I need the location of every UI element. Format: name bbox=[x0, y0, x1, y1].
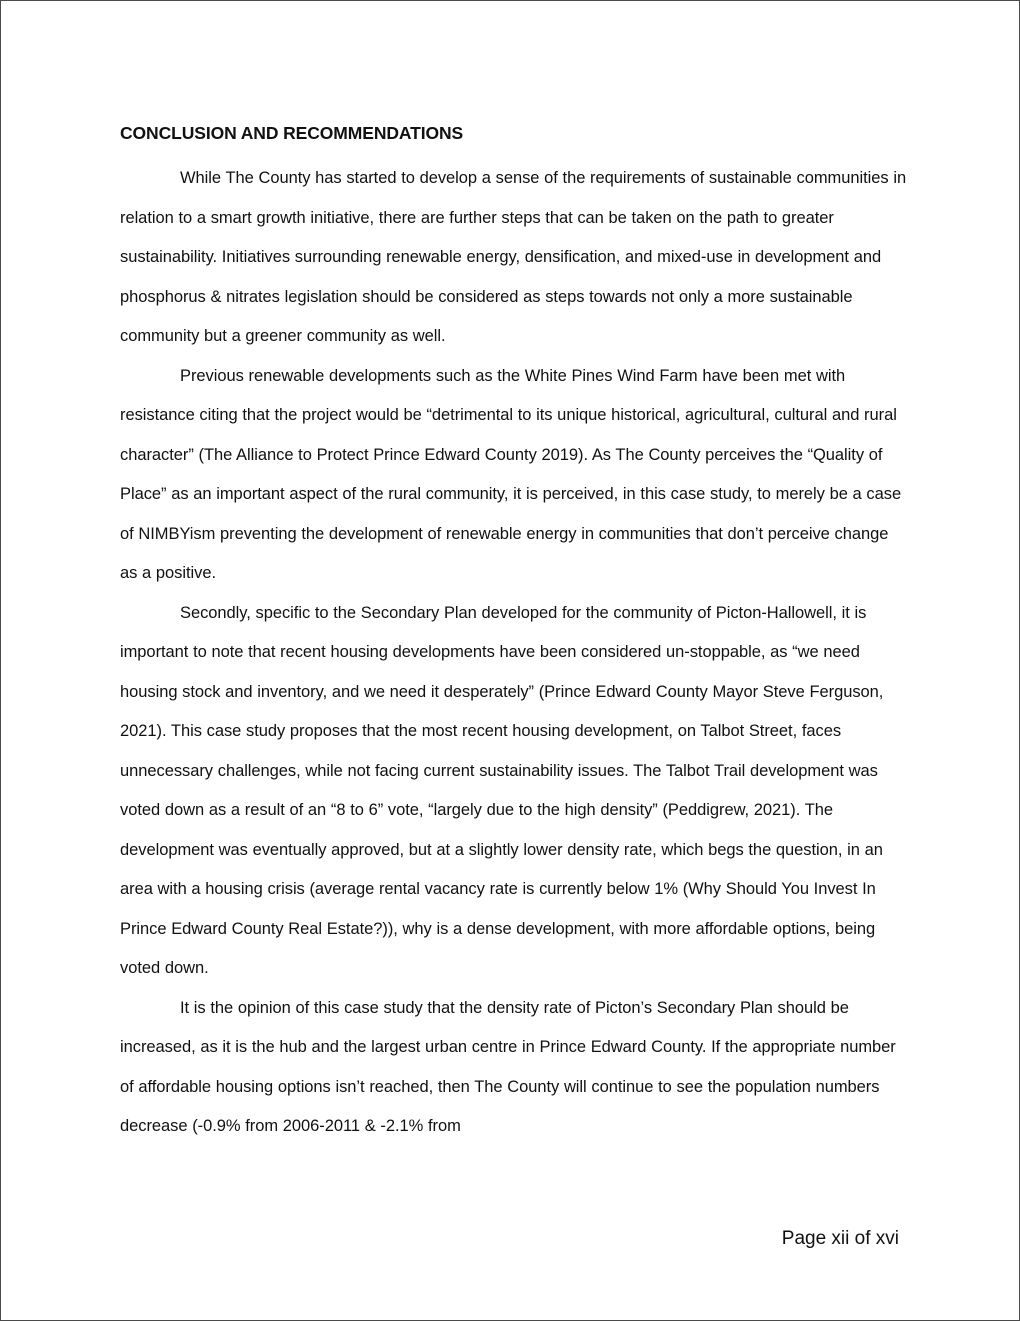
body-text bbox=[120, 159, 910, 1147]
paragraph-2: Previous renewable developments such as the White Pines Wind Farm have been met with resistance citing that the project would be “detrimental to its unique historical, agricultural, cultural and rural character” (The Alliance to Protect Prince Edward County 2019). As The County perceives the “Quality of Place” as an important aspect of the rural community, it is perceived, in this case study, to merely be a case of NIMBYism preventing the development of renewable energy in communities that don’t perceive change as a positive. bbox=[120, 366, 902, 582]
paragraph-1: While The County has started to develop a sense of the requirements of sustainable communities in relation to a smart growth initiative, there are further steps that can be taken on the path to greater sustainability. Initiatives surrounding renewable energy, densification, and mixed-use in development and phosphorus & nitrates legislation should be considered as steps towards not only a more sustainable community but a greener community as well. bbox=[120, 169, 907, 345]
section-heading: CONCLUSION AND RECOMMENDATIONS bbox=[120, 123, 464, 143]
page-content bbox=[120, 120, 910, 1147]
page-number: Page xii of xvi bbox=[781, 1228, 899, 1249]
paragraph-4: It is the opinion of this case study that the density rate of Picton’s Secondary Plan should be increased, as it is the hub and the largest urban centre in Prince Edward County. If the appropriate number of affordable housing options isn’t reached, then The County will continue to see the population numbers decrease (-0.9% from 2006-2011 & -2.1% from bbox=[120, 998, 896, 1135]
paragraph-3: Secondly, specific to the Secondary Plan developed for the community of Picton-Hallowell, it is important to note that recent housing developments have been considered un-stoppable, as “we need housing stock and inventory, and we need it desperately” (Prince Edward County Mayor Steve Ferguson, 2021). This case study proposes that the most recent housing development, on Talbot Street, faces unnecessary challenges, while not facing current sustainability issues. The Talbot Trail development was voted down as a result of an “8 to 6” vote, “largely due to the high density” (Peddigrew, 2021). The development was eventually approved, but at a slightly lower density rate, which begs the question, in an area with a housing crisis (average rental vacancy rate is currently below 1% (Why Should You Invest In Prince Edward County Real Estate?)), why is a dense development, with more affordable options, being voted down. bbox=[120, 603, 884, 977]
